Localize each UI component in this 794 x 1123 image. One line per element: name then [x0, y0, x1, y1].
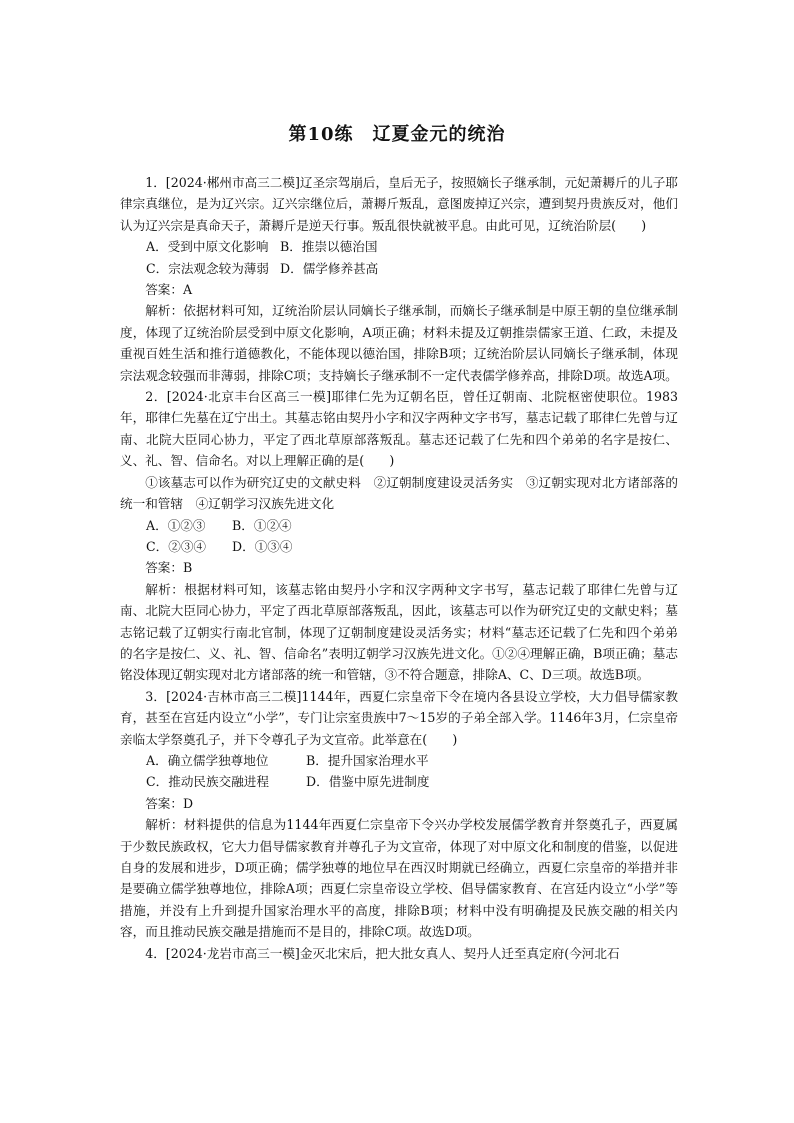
q1-options-row-2 — [120, 258, 678, 279]
q2-option-c: C．②③④ — [146, 538, 207, 554]
q2-answer: 答案：B — [145, 560, 193, 576]
q2-options-row-2 — [120, 536, 678, 557]
q2-analysis: 解析：根据材料可知，该墓志铭由契丹小字和汉字两种文字书写，墓志记载了耶律仁先曾与辽南、北院大臣同心协力，平定了西北草原部落叛乱，因此，该墓志可以作为研究辽史的文献史料；墓志铭记载了辽朝实行南北官制，体现了辽朝制度建设灵活务实；材料“墓志还记载了仁先和四个弟弟的名字是按仁、义、礼、智、信命名”表明辽朝学习汉族先进文化。①②④理解正确，B项正确；墓志铭没体现辽朝实现对北方诸部落的统一和管辖，③不符合题意，排除A、C、D三项。故选B项。 — [120, 581, 678, 683]
q3-options-row-1 — [120, 750, 678, 771]
q3-analysis: 解析：材料提供的信息为1144年西夏仁宗皇帝下令兴办学校发展儒学教育并祭奠孔子，西夏属于少数民族政权，它大力倡导儒家教育并尊孔子为文宣帝，体现了对中原文化和制度的借鉴，以促进自身的发展和进步，D项正确；儒学独尊的地位早在西汉时期就已经确立，西夏仁宗皇帝的举措并非是要确立儒学独尊地位，排除A项；西夏仁宗皇帝设立学校、倡导儒家教育、在宫廷内设立“小学”等措施，并没有上升到提升国家治理水平的高度，排除B项；材料中没有明确提及民族交融的相关内容，而且推动民族交融是措施而不是目的，排除C项。故选D项。 — [120, 817, 678, 940]
q1-analysis: 解析：依据材料可知，辽统治阶层认同嫡长子继承制，而嫡长子继承制是中原王朝的皇位继承制度，体现了辽统治阶层受到中原文化影响，A项正确；材料未提及辽朝推崇儒家王道、仁政，未提及重视百姓生活和推行道德教化，不能体现以德治国，排除B项；辽统治阶层认同嫡长子继承制，体现宗法观念较强而非薄弱，排除C项；支持嫡长子继承制不一定代表儒学修养高，排除D项。故选A项。 — [120, 303, 678, 383]
q2-option-b: B．①②④ — [232, 517, 292, 533]
q3-answer: 答案：D — [145, 795, 194, 811]
q1-option-a: A．受到中原文化影响 — [146, 239, 269, 255]
q1-answer: 答案：A — [145, 282, 193, 298]
q2-option-d: D．①③④ — [232, 538, 293, 554]
q2-option-a: A．①②③ — [146, 517, 206, 533]
q3-option-d: D．借鉴中原先进制度 — [306, 774, 430, 790]
q3-stem: 3．[2024·吉林市高三二模]1144年，西夏仁宗皇帝下令在境内各县设立学校，大力倡导儒家教育，甚至在宫廷内设立“小学”，专门让宗室贵族中7～15岁的子弟全部入学。1146年3月，仁宗皇帝亲临太学祭奠孔子，并下令尊孔子为文宣帝。此举意在( ) — [120, 688, 678, 747]
q1-option-c: C．宗法观念较为薄弱 — [146, 260, 269, 276]
q2-stem: 2．[2024·北京丰台区高三一模]耶律仁先为辽朝名臣，曾任辽朝南、北院枢密使职位。1983年，耶律仁先墓在辽宁出土。其墓志铭由契丹小字和汉字两种文字书写，墓志记载了耶律仁先曾与辽南、北院大臣同心协力，平定了西北草原部落叛乱。墓志还记载了仁先和四个弟弟的名字是按仁、义、礼、智、信命名。对以上理解正确的是( ) — [120, 389, 678, 469]
q1-options-row-1 — [120, 236, 678, 257]
q1-option-b: B．推崇以德治国 — [280, 239, 378, 255]
q3-option-a: A．确立儒学独尊地位 — [146, 752, 269, 768]
q1-stem: 1．[2024·郴州市高三二模]辽圣宗驾崩后，皇后无子，按照嫡长子继承制，元妃萧耨斤的儿子耶律宗真继位，是为辽兴宗。辽兴宗继位后，萧耨斤叛乱，意图废掉辽兴宗，遭到契丹贵族反对，他们认为辽兴宗是真命天子，萧耨斤是逆天行事。叛乱很快就被平息。由此可见，辽统治阶层( ) — [120, 175, 678, 233]
q3-options-row-2 — [120, 771, 678, 792]
q1-option-d: D．儒学修养甚高 — [280, 260, 379, 276]
page-title: 第10练 辽夏金元的统治 — [288, 124, 506, 145]
q3-option-b: B．提升国家治理水平 — [306, 752, 429, 768]
q2-statements: ①该墓志可以作为研究辽史的文献史料 ②辽朝制度建设灵活务实 ③辽朝实现对北方诸部落的统一和管辖 ④辽朝学习汉族先进文化 — [120, 474, 678, 512]
q4-stem: 4．[2024·龙岩市高三一模]金灭北宋后，把大批女真人、契丹人迁至真定府(今河北石 — [145, 945, 620, 961]
q3-option-c: C．推动民族交融进程 — [146, 774, 269, 790]
content-body — [120, 172, 678, 964]
q2-options-row-1 — [120, 515, 678, 536]
